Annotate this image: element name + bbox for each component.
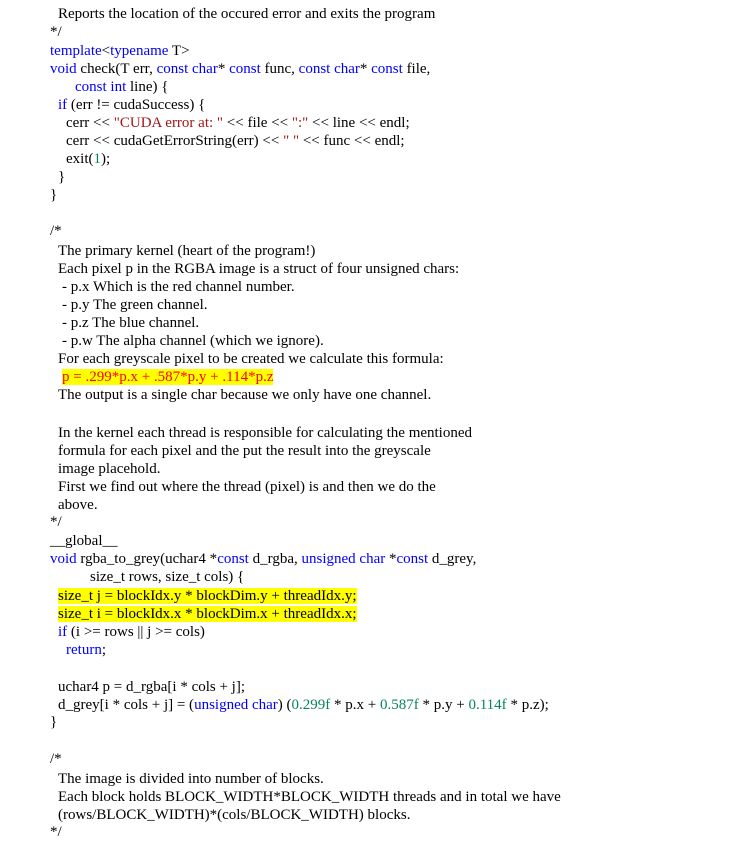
code-token: << file << [223, 115, 292, 131]
code-line [58, 96, 205, 114]
code-token: char [251, 697, 278, 713]
code-token: The image is divided into number of blocks. [58, 771, 324, 787]
code-token: void [50, 61, 77, 77]
code-token: << line << endl; [308, 115, 410, 131]
code-line [58, 806, 410, 824]
code-line [66, 132, 405, 150]
code-token: } [58, 169, 66, 185]
highlighted-code: size_t j = blockIdx.y * blockDim.y + threadIdx.y; [58, 588, 357, 604]
code-token: char [359, 551, 386, 567]
code-token: check(T err, [76, 61, 157, 77]
code-token: ":" [291, 115, 309, 131]
code-line [66, 150, 110, 168]
code-token: << func << endl; [299, 133, 405, 149]
code-token: - p.y The green channel. [62, 297, 208, 313]
code-line [58, 260, 459, 278]
code-token: ) ( [277, 697, 292, 713]
code-token: typename [110, 43, 169, 59]
code-line [50, 550, 476, 568]
code-line [62, 368, 273, 386]
code-token: * p.y + [418, 697, 469, 713]
code-token: const [298, 61, 331, 77]
code-token: uchar4 p = d_rgba[i * cols + j]; [58, 679, 246, 695]
highlighted-code: p = .299*p.x + .587*p.y + .114*p.z [62, 369, 274, 385]
code-token: if [58, 97, 68, 113]
code-token: rgba_to_grey(uchar4 * [76, 551, 218, 567]
code-token: */ [50, 514, 62, 530]
code-line [58, 168, 65, 186]
code-line [58, 696, 549, 714]
code-token: const [75, 79, 107, 95]
code-token: above. [58, 497, 98, 513]
code-line [66, 641, 106, 659]
code-token: char [192, 61, 218, 77]
code-token: unsigned [194, 697, 249, 713]
code-token: size_t rows, size_t cols) { [90, 569, 245, 585]
code-token: (err != cudaSuccess) { [67, 97, 206, 113]
code-token: const [156, 61, 189, 77]
code-line [58, 788, 561, 806]
code-line [50, 60, 430, 78]
code-token: 0.299f [291, 697, 331, 713]
code-token: In the kernel each thread is responsible for calculating the mentioned [58, 425, 473, 441]
code-line [50, 222, 62, 240]
code-token: exit( [66, 151, 94, 167]
code-token: image placehold. [58, 461, 161, 477]
code-line [50, 42, 190, 60]
code-line [50, 823, 62, 841]
code-token: " " [283, 133, 300, 149]
code-token: d_grey, [428, 551, 477, 567]
code-token: 0.114f [468, 697, 507, 713]
code-line [50, 750, 62, 768]
code-token: Reports the location of the occured error and exits the program [58, 6, 436, 22]
code-token: "CUDA error at: " [113, 115, 224, 131]
code-line [50, 23, 62, 41]
code-token: d_grey[i * cols + j] = ( [58, 697, 195, 713]
code-token: cerr << [66, 115, 114, 131]
code-token: return [66, 642, 102, 658]
code-token: ); [101, 151, 111, 167]
code-line [58, 442, 431, 460]
code-line [58, 605, 357, 623]
code-token: unsigned [301, 551, 356, 567]
code-token: file, [402, 61, 431, 77]
code-token: */ [50, 824, 62, 840]
code-token: /* [50, 751, 62, 767]
code-token: First we find out where the thread (pixel) is and then we do the [58, 479, 436, 495]
code-token: } [50, 714, 58, 730]
code-token: void [50, 551, 77, 567]
code-token: cerr << cudaGetErrorString(err) << [66, 133, 284, 149]
code-token: const [371, 61, 403, 77]
code-line [50, 186, 57, 204]
code-token: } [50, 187, 58, 203]
code-line [62, 332, 324, 350]
code-token: const [396, 551, 429, 567]
code-token: Each pixel p in the RGBA image is a struct of four unsigned chars: [58, 261, 460, 277]
code-line [62, 278, 295, 296]
code-token: */ [50, 24, 62, 40]
code-line [50, 532, 118, 550]
code-token: 1 [93, 151, 101, 167]
code-token: * p.x + [330, 697, 381, 713]
code-line [58, 770, 324, 788]
code-line [62, 296, 208, 314]
code-token: char [334, 61, 360, 77]
code-token: int [110, 79, 127, 95]
code-token: (rows/BLOCK_WIDTH)*(cols/BLOCK_WIDTH) blocks. [58, 807, 411, 823]
code-line [58, 623, 205, 641]
code-token: T> [168, 43, 190, 59]
code-line [58, 386, 431, 404]
code-line [58, 460, 160, 478]
code-token: - p.w The alpha channel (which we ignore). [62, 333, 324, 349]
code-token: __global__ [50, 533, 118, 549]
code-line [50, 713, 57, 731]
code-token: template [50, 43, 102, 59]
code-token: * [217, 61, 230, 77]
code-token: - p.x Which is the red channel number. [62, 279, 295, 295]
code-token: - p.z The blue channel. [62, 315, 200, 331]
highlighted-code: size_t i = blockIdx.x * blockDim.x + threadIdx.x; [58, 606, 357, 622]
code-line [90, 568, 244, 586]
code-token: < [101, 43, 111, 59]
code-line [58, 496, 98, 514]
code-token: const [217, 551, 249, 567]
code-token: * [385, 551, 397, 567]
code-token: 0.587f [380, 697, 419, 713]
code-token: /* [50, 223, 62, 239]
code-line [58, 678, 245, 696]
code-line [58, 424, 472, 442]
code-token: formula for each pixel and the put the result into the greyscale [58, 443, 431, 459]
code-token: For each greyscale pixel to be created we calculate this formula: [58, 351, 444, 367]
code-token: line) { [126, 79, 169, 95]
code-token: d_rgba, [248, 551, 302, 567]
code-token: * [359, 61, 372, 77]
code-line [58, 350, 444, 368]
code-line [58, 5, 435, 23]
code-token: func, [260, 61, 299, 77]
code-token: ; [101, 642, 106, 658]
code-line [62, 314, 199, 332]
code-token: The output is a single char because we only have one channel. [58, 387, 432, 403]
code-line [58, 478, 436, 496]
code-line [58, 587, 357, 605]
code-token: if [58, 624, 68, 640]
code-token: Each block holds BLOCK_WIDTH*BLOCK_WIDTH threads and in total we have [58, 789, 561, 805]
code-token: The primary kernel (heart of the program!) [58, 243, 316, 259]
code-token: * p.z); [506, 697, 549, 713]
code-token: const [229, 61, 261, 77]
code-line [50, 513, 62, 531]
code-line [75, 78, 168, 96]
code-line [58, 242, 315, 260]
code-line [66, 114, 410, 132]
code-token: (i >= rows || j >= cols) [67, 624, 205, 640]
